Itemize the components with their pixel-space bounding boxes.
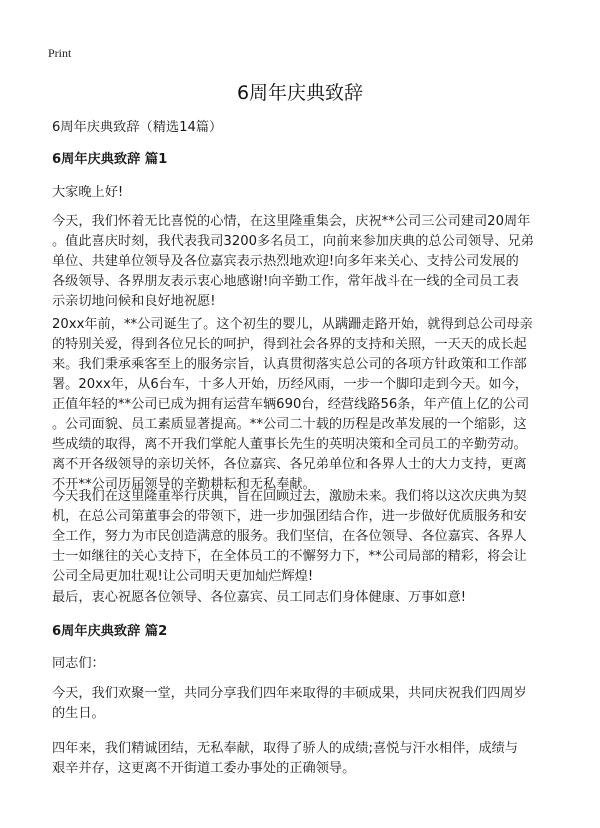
paragraph-line: 。值此喜庆时刻，我代表我司3200多名员工，向前来参加庆典的总公司领导、兄弟 — [52, 234, 534, 249]
paragraph-line: 各级领导、各界朋友表示衷心地感谢!向辛勤工作，常年战斗在一线的全司员工表 — [52, 274, 519, 289]
section-heading-2 — [52, 622, 572, 642]
paragraph-line: 四年来，我们精诚团结，无私奉献，取得了骄人的成绩;喜悦与汗水相伴，成绩与 — [52, 741, 519, 756]
section-2-greeting — [52, 654, 572, 674]
section-1-paragraph-2 — [52, 315, 572, 495]
subtitle-text: 6周年庆典致辞（精选14篇） — [52, 120, 223, 135]
paragraph-line: 艰辛并存，这更离不开街道工委办事处的正确领导。 — [52, 761, 356, 776]
section-2-paragraph-2 — [52, 739, 572, 779]
paragraph-line: 不开**公司历届领导的辛勤耕耘和无私奉献。 — [52, 477, 316, 492]
paragraph-line: 的生日。 — [52, 706, 105, 721]
section-heading-text: 6周年庆典致辞 篇1 — [52, 152, 168, 167]
paragraph-line: 离不开各级领导的亲切关怀，各位嘉宾、各兄弟单位和各界人士的大力支持，更离 — [52, 457, 527, 472]
print-label[interactable]: Print — [48, 46, 72, 60]
greeting-text: 大家晚上好! — [52, 185, 124, 200]
greeting-text: 同志们： — [52, 656, 105, 671]
paragraph-line: 今天，我们怀着无比喜悦的心情，在这里隆重集会，庆祝**公司三公司建司20周年 — [52, 214, 531, 229]
paragraph-line: 正值年轻的**公司已成为拥有运营车辆690台，经营线路56条，年产值上亿的公司 — [52, 397, 530, 412]
section-1-paragraph-3 — [52, 487, 572, 587]
paragraph-line: 单位、共建单位领导及各位嘉宾表示热烈地欢迎!向多年来关心、支持公司发展的 — [52, 254, 519, 269]
section-1-paragraph-4 — [52, 588, 572, 608]
paragraph-line: 公司全局更加壮观!让公司明天更加灿烂辉煌! — [52, 569, 314, 584]
section-1-paragraph-1 — [52, 212, 572, 312]
paragraph-line: 。公司面貌、员工素质显著提高。**公司二十载的历程是改革发展的一个缩影，这 — [52, 417, 527, 432]
section-heading-1 — [52, 150, 572, 170]
paragraph-line: 全工作，努力为市民创造满意的服务。我们坚信，在各位领导、各位嘉宾、各界人 — [52, 529, 527, 544]
paragraph-line: 些成绩的取得，离不开我们掌舵人董事长先生的英明决策和全司员工的辛勤劳动。 — [52, 437, 527, 452]
paragraph-line: 的特别关爱，得到各位兄长的呵护，得到社会各界的支持和关照，一天天的成长起 — [52, 337, 527, 352]
paragraph-line: 机，在总公司第董事会的带领下，进一步加强团结合作，进一步做好优质服务和安 — [52, 509, 527, 524]
paragraph-line: 今天，我们欢聚一堂，共同分享我们四年来取得的丰硕成果，共同庆祝我们四周岁 — [52, 686, 527, 701]
paragraph-line: 署。20xx年，从6台车，十多人开始，历经风雨，一步一个脚印走到今天。如今， — [52, 377, 528, 392]
paragraph-line: 20xx年前，**公司诞生了。这个初生的婴儿，从蹒跚走路开始，就得到总公司母亲 — [52, 317, 533, 332]
section-2-paragraph-1 — [52, 684, 572, 724]
page-title: 6周年庆典致辞 — [236, 82, 364, 104]
paragraph-line: 士一如继往的关心支持下，在全体员工的不懈努力下，**公司局部的精彩，将会让 — [52, 549, 527, 564]
paragraph-line: 来。我们秉承乘客至上的服务宗旨，认真贯彻落实总公司的各项方针政策和工作部 — [52, 357, 527, 372]
paragraph-line: 示亲切地问候和良好地祝愿! — [52, 294, 216, 309]
section-1-greeting — [52, 183, 572, 203]
paragraph-line: 最后，衷心祝愿各位领导、各位嘉宾、员工同志们身体健康、万事如意! — [52, 590, 467, 605]
document-subtitle — [52, 118, 572, 138]
section-heading-text: 6周年庆典致辞 篇2 — [52, 624, 168, 639]
paragraph-line: 今天我们在这里隆重举行庆典，旨在回顾过去，激励未来。我们将以这次庆典为契 — [52, 489, 527, 504]
